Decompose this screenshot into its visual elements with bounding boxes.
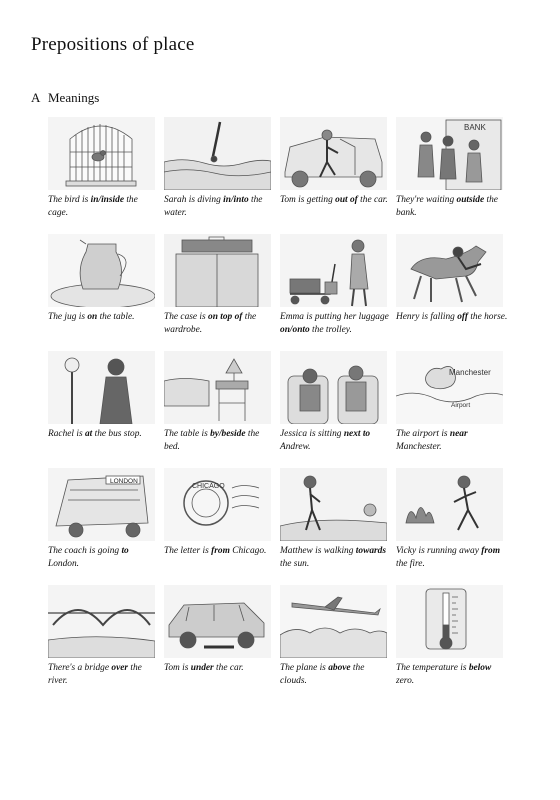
preposition: next to [343,429,371,439]
preposition: to [121,546,129,556]
preposition: on [87,312,98,322]
car-door-icon [280,117,387,190]
example-caption: The letter is from Chicago. [164,546,267,556]
plane-icon [280,585,387,658]
preposition: from [211,546,230,556]
example-cell [162,585,278,702]
example-caption: They're waiting outside the bank. [396,195,498,218]
preposition: on/onto [280,325,310,335]
example-caption: Rachel is at the bus stop. [48,429,142,439]
example-caption: The jug is on the table. [48,312,135,322]
example-cell [394,585,510,702]
example-cell [394,351,510,468]
example-caption: The case is on top of the wardrobe. [164,312,257,335]
preposition: over [111,663,129,673]
preposition: in/into [223,195,249,205]
example-cell [278,234,394,351]
page-title: Prepositions of place [31,34,195,55]
illustration-grid [46,117,510,702]
preposition: under [190,663,214,673]
example-caption: Tom is under the car. [164,663,244,673]
example-cell [278,351,394,468]
section-letter: A [31,90,41,105]
bridge-icon [48,585,155,658]
preposition: out of [335,195,358,205]
example-caption: The plane is above the clouds. [280,663,365,686]
preposition: below [468,663,492,673]
example-cell [394,234,510,351]
bank-sign: BANK [464,123,486,132]
example-caption: Jessica is sitting next to Andrew. [280,429,371,452]
running-woman-icon [396,468,503,541]
example-cell [46,351,162,468]
example-caption: The bird is in/inside the cage. [48,195,138,218]
horse-icon [396,234,503,307]
postmark-icon [164,468,271,541]
example-cell [46,585,162,702]
preposition: at [84,429,93,439]
preposition: on top of [208,312,243,322]
preposition: from [481,546,500,556]
preposition: by/beside [210,429,246,439]
postmark-text: CHICAGO [192,483,225,490]
map-city-label: Manchester [449,368,491,377]
example-cell [278,468,394,585]
example-caption: The temperature is below zero. [396,663,492,686]
example-caption: Vicky is running away from the fire. [396,546,500,569]
example-cell [162,117,278,234]
map-airport-label: Airport [451,402,471,409]
seated-people-icon [280,351,387,424]
example-cell [46,234,162,351]
walking-man-icon [280,468,387,541]
example-cell [162,351,278,468]
example-caption: The airport is near Manchester. [396,429,468,452]
example-caption: Emma is putting her luggage on/onto the trolley. [280,312,389,335]
example-caption: The table is by/beside the bed. [164,429,260,452]
example-cell [162,468,278,585]
preposition: towards [355,546,386,556]
bedside-table-icon [164,351,271,424]
bird-cage-icon [48,117,155,190]
preposition: near [449,429,468,439]
example-caption: Matthew is walking towards the sun. [280,546,386,569]
preposition: outside [456,195,485,205]
example-cell [46,468,162,585]
section-title: Meanings [48,90,100,105]
example-caption: Sarah is diving in/into the water. [164,195,263,218]
thermometer-icon [396,585,503,658]
example-caption: Henry is falling off the horse. [396,312,508,322]
example-caption: There's a bridge over the river. [48,663,142,686]
wardrobe-icon [164,234,271,307]
bank-queue-icon [396,117,503,190]
preposition: in/inside [90,195,124,205]
example-cell [278,117,394,234]
luggage-trolley-icon [280,234,387,307]
preposition: off [457,312,468,322]
example-cell [394,468,510,585]
map-icon [396,351,503,424]
example-cell [162,234,278,351]
coach-icon [48,468,155,541]
example-caption: Tom is getting out of the car. [280,195,388,205]
car-icon [164,585,271,658]
diver-icon [164,117,271,190]
example-caption: The coach is going to London. [48,546,129,569]
coach-destination-sign: LONDON [110,478,138,485]
jug-icon [48,234,155,307]
example-cell [278,585,394,702]
preposition: above [328,663,351,673]
bus-stop-icon [48,351,155,424]
section-heading [31,90,99,106]
example-cell [46,117,162,234]
example-cell [394,117,510,234]
